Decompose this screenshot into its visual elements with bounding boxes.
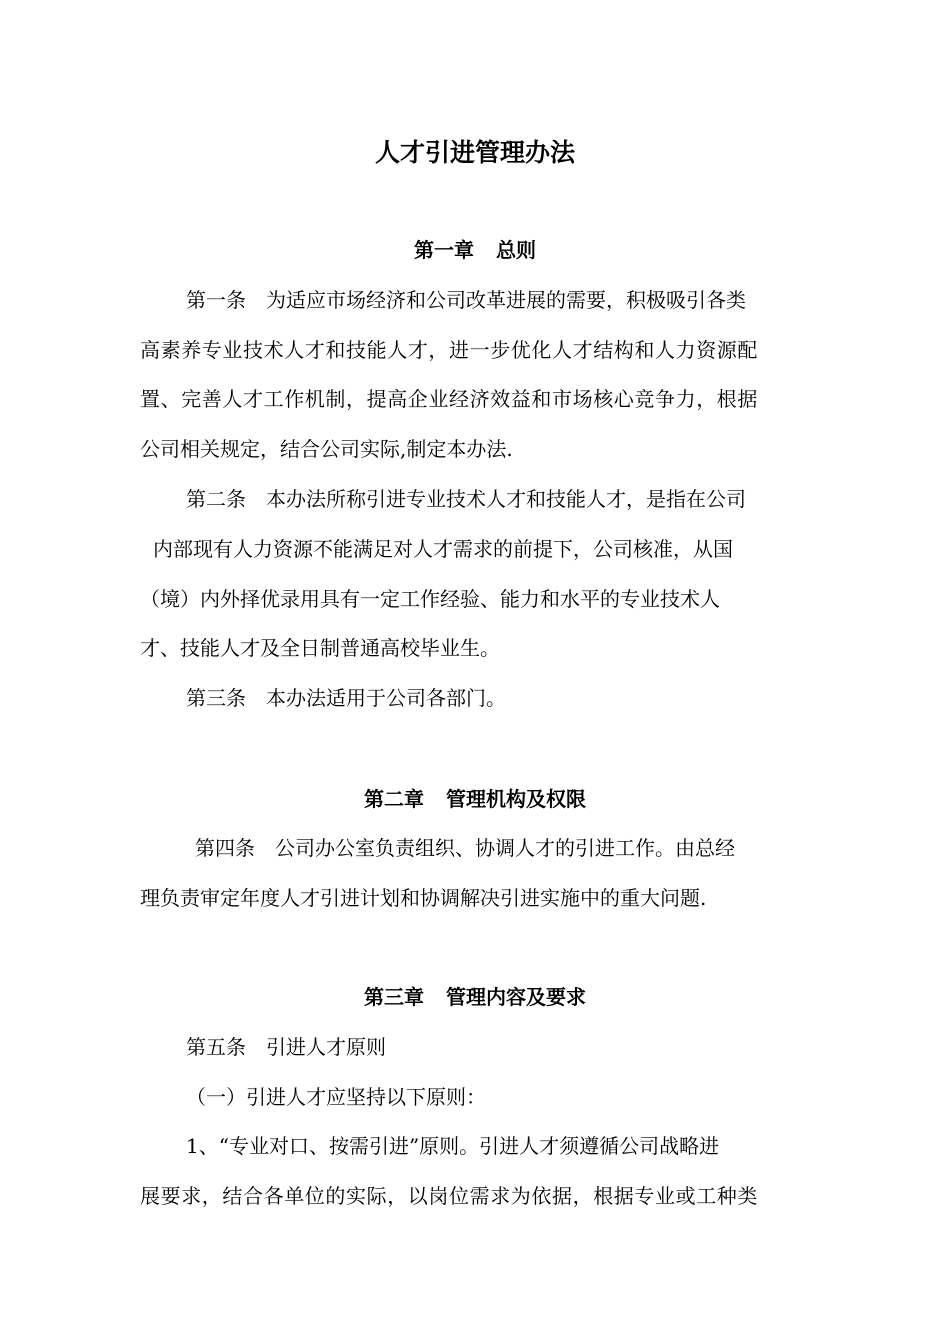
- document-title: 人才引进管理办法: [374, 138, 575, 167]
- text-line: 第五条 引进人才原则: [186, 1035, 386, 1059]
- text-line: 才、技能人才及全日制普通高校毕业生。: [140, 636, 500, 660]
- text-line: 高素养专业技术人才和技能人才，进一步优化人才结构和人力资源配: [140, 338, 758, 362]
- text-line: 公司相关规定，结合公司实际,制定本办法.: [140, 437, 513, 461]
- text-line: 理负责审定年度人才引进计划和协调解决引进实施中的重大问题.: [140, 886, 707, 910]
- chapter-heading-3: [0, 981, 950, 1013]
- chapter-heading-2: [0, 783, 950, 815]
- chapter-number: 第一章: [414, 238, 474, 262]
- text-line: （一）引进人才应坚持以下原则：: [186, 1085, 486, 1109]
- text-line: 置、完善人才工作机制，提高企业经济效益和市场核心竞争力，根据: [140, 387, 758, 411]
- text-line: 第一条 为适应市场经济和公司改革进展的需要，积极吸引各类: [186, 288, 746, 312]
- chapter-number: 第二章: [364, 787, 424, 811]
- chapter-title: 管理机构及权限: [446, 787, 586, 811]
- text-line: （境）内外择优录用具有一定工作经验、能力和水平的专业技术人: [140, 587, 720, 611]
- text-line: 第三条 本办法适用于公司各部门。: [186, 686, 506, 710]
- chapter-number: 第三章: [364, 985, 424, 1009]
- text-line: 1、“专业对口、按需引进”原则。引进人才须遵循公司战略进: [186, 1134, 720, 1158]
- chapter-heading-1: [0, 234, 950, 266]
- text-line: 内部现有人力资源不能满足对人才需求的前提下，公司核准，从国: [153, 537, 733, 561]
- chapter-title: 管理内容及要求: [446, 985, 586, 1009]
- chapter-title: 总则: [496, 238, 536, 262]
- text-line: 第二条 本办法所称引进专业技术人才和技能人才，是指在公司: [186, 487, 746, 511]
- text-line: 展要求，结合各单位的实际，以岗位需求为依据，根据专业或工种类: [140, 1184, 758, 1208]
- text-line: 第四条 公司办公室负责组织、协调人才的引进工作。由总经: [195, 836, 735, 860]
